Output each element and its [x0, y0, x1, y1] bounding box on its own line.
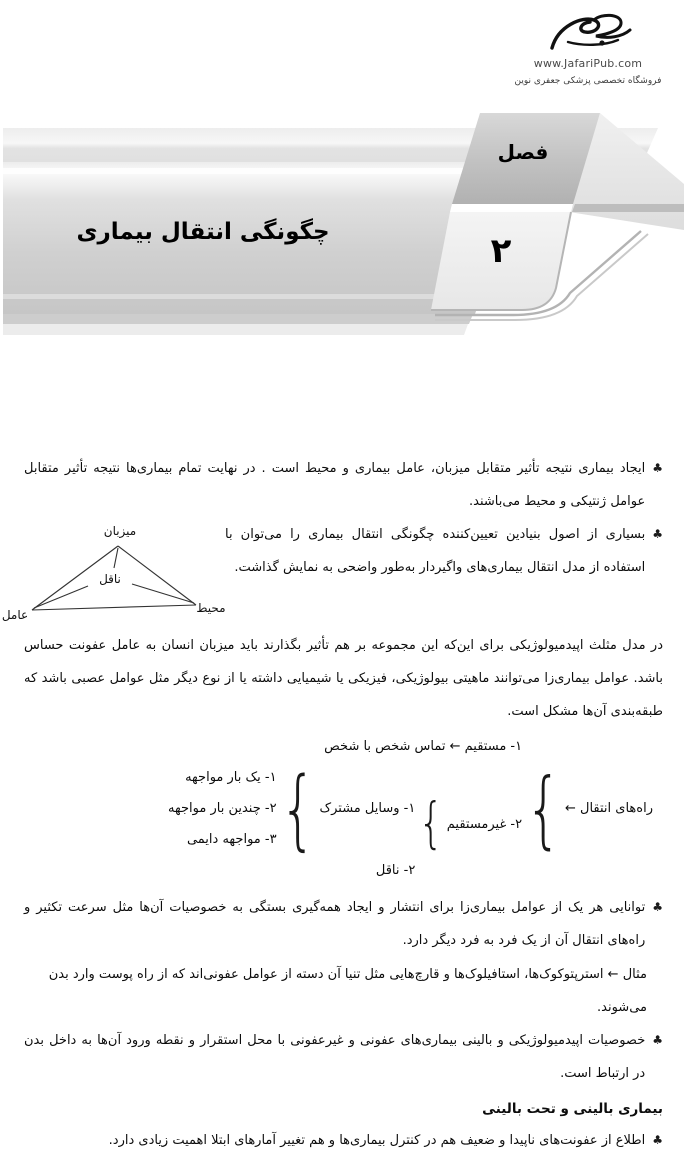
bullet-text: ایجاد بیماری نتیجه تأثیر متقابل میزبان، عامل بیماری و محیط است . در نهایت تمام بیماری‌ها نتیجه تأثیر متقابل عوامل ژنتیکی و محیط می‌باشند.	[24, 461, 646, 509]
bullet-text: بسیاری از اصول بنیادین تعیین‌کننده چگونگی انتقال بیماری را می‌توان با استفاده از مدل انتقال بیماری‌های واگیردار به‌طور واضحی به نمایش گذاشت.	[225, 527, 646, 575]
chapter-number: ۲	[490, 231, 512, 271]
tree-shared-row	[168, 757, 416, 860]
tree-root-label: راه‌های انتقال ←	[565, 801, 653, 816]
bullet-text: توانایی هر یک از عوامل بیماری‌زا برای انتشار و ایجاد همه‌گیری بستگی به خصوصیات آن‌ها مثل سرعت تکثیر و راه‌های انتقال آن از یک فرد به فرد دیگر دارد.	[24, 900, 646, 948]
shared-brace-icon: }	[279, 757, 317, 860]
exposure-item: ۳- مواجهه دایمی	[186, 832, 277, 847]
exposure-item: ۲- چندین بار مواجهه	[168, 801, 277, 816]
epidemiologic-triangle-figure	[0, 518, 225, 626]
tree-indirect-row	[168, 757, 523, 885]
club-bullet-icon: ♣	[652, 1133, 663, 1147]
bullet-text: خصوصیات اپیدمیولوژیکی و بالینی بیماری‌های عفونی و غیرعفونی با محل استقرار و نقطه ورود آن‌ها به داخل بدن در ارتباط است.	[24, 1033, 646, 1081]
example-line: مثال ← استرپتوکوک‌ها، استافیلوک‌ها و قارچ‌هایی مثل تنیا آن دسته از عوامل عفونی‌اند که از راه پوست وارد بدن می‌شوند.	[48, 967, 647, 1015]
indirect-brace-icon: }	[418, 792, 444, 856]
bullet-item	[225, 518, 663, 584]
club-bullet-icon: ♣	[652, 527, 663, 541]
triangle-label-vector: ناقل	[99, 572, 121, 586]
bullet-item	[24, 1124, 663, 1157]
tree-level1	[168, 732, 522, 885]
publisher-tagline: فروشگاه تخصصی پزشکی جعفری نوین	[514, 76, 662, 86]
bullet-item	[24, 452, 663, 518]
tree-indirect-label: ۲- غیرمستقیم	[446, 816, 523, 832]
page-title: چگونگی انتقال بیماری	[76, 219, 330, 245]
tree-level3	[168, 763, 277, 854]
triangle-label-host: میزبان	[103, 524, 137, 538]
page-content	[1, 452, 663, 1157]
bullet-text: اطلاع از عفونت‌های ناپیدا و ضعیف هم در کنترل بیماری‌ها و هم تغییر آمارهای ابتلا اهمیت زیادی دارد.	[108, 1133, 646, 1148]
triangle-label-agent: عامل	[1, 608, 29, 622]
publisher-url: www.JafariPub.com	[533, 57, 643, 70]
exposure-item: ۱- یک بار مواجهه	[185, 770, 277, 785]
tree-direct-label: ۱- مستقیم ← تماس شخص با شخص	[324, 739, 523, 754]
section-heading: بیماری بالینی و تحت بالینی	[482, 1101, 663, 1117]
transmission-routes-diagram	[24, 732, 653, 885]
calligraphy-logo-icon	[538, 12, 638, 56]
triangle-label-environment: محیط	[196, 601, 226, 615]
triangle-diagram	[0, 522, 225, 626]
tree-shared-label: ۱- وسایل مشترک	[319, 801, 416, 816]
book-page	[1, 0, 684, 1148]
root-brace-icon: }	[525, 759, 562, 858]
club-bullet-icon: ♣	[652, 900, 663, 914]
chapter-label: فصل	[497, 140, 549, 164]
tree-vector-label: ۲- ناقل	[375, 863, 416, 878]
club-bullet-icon: ♣	[652, 461, 663, 475]
paragraph: در مدل مثلث اپیدمیولوژیکی برای این‌که این مجموعه بر هم تأثیر بگذارند باید میزبان انسان به عامل عفونت حساس باشد. عوامل بیماری‌زا می‌توانند ماهیتی بیولوژیکی، فیزیکی یا شیمیایی داشته یا از نوع دیگر مثل عوامل عصبی باشد که طبقه‌بندی آن‌ها مشکل است.	[24, 638, 663, 719]
tree-level2	[168, 757, 416, 885]
tree-direct-row	[168, 732, 522, 761]
bullet-item	[24, 1024, 663, 1090]
tree-vector-row	[168, 856, 415, 885]
publisher-logo	[503, 12, 673, 86]
chapter-banner	[3, 98, 684, 343]
bullet-item	[24, 891, 663, 957]
bullet-with-figure-row	[1, 518, 663, 626]
club-bullet-icon: ♣	[652, 1033, 663, 1047]
